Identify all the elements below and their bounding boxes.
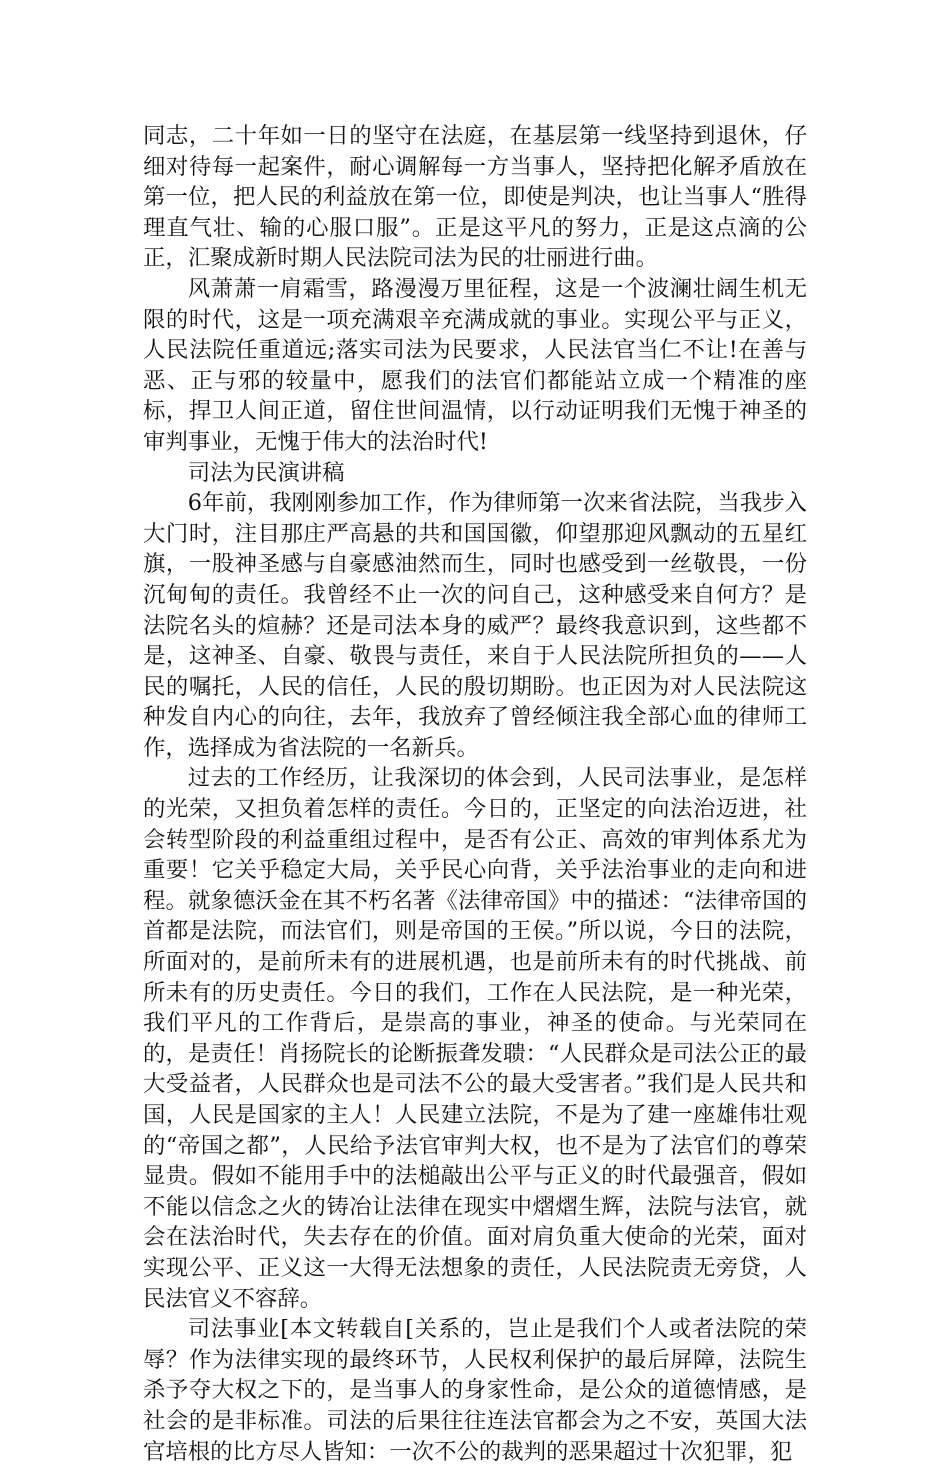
paragraph-continuation: 同志，二十年如一日的坚守在法庭，在基层第一线坚持到退休，仔细对待每一起案件，耐心调解每一方当事人，坚持把化解矛盾放在第一位，把人民的利益放在第一位，即使是判决，也让当事人“胜得理直气壮、输的心服口服”。正是这平凡的努力，正是这点滴的公正，汇聚成新时期人民法院司法为民的壮丽进行曲。 xyxy=(143,123,807,272)
document-body xyxy=(143,121,807,1467)
paragraph: 6年前，我刚刚参加工作，作为律师第一次来省法院，当我步入大门时，注目那庄严高悬的共和国国徽，仰望那迎风飘动的五星红旗，一股神圣感与自豪感油然而生，同时也感受到一丝敬畏，一份沉甸甸的责任。我曾经不止一次的问自己，这种感受来自何方？是法院名头的煊赫？还是司法本身的威严？最终我意识到，这些都不是，这神圣、自豪、敬畏与责任，来自于人民法院所担负的——人民的嘱托，人民的信任，人民的殷切期盼。也正因为对人民法院这种发自内心的向往，去年，我放弃了曾经倾注我全部心血的律师工作，选择成为省法院的一名新兵。 xyxy=(143,490,807,761)
paragraph: 司法事业[本文转载自[关系的，岂止是我们个人或者法院的荣辱？作为法律实现的最终环节，人民权利保护的最后屏障，法院生杀予夺大权之下的，是当事人的身家性命，是公众的道德情感，是社会的是非标准。司法的后果往往连法官都会为之不安，英国大法官培根的比方尽人皆知：一次不公的裁判的恶果超过十次犯罪，犯 xyxy=(143,1316,807,1465)
paragraph: 风萧萧一肩霜雪，路漫漫万里征程，这是一个波澜壮阔生机无限的时代，这是一项充满艰辛充满成就的事业。实现公平与正义，人民法院任重道远;落实司法为民要求，人民法官当仁不让!在善与恶、正与邪的较量中，愿我们的法官们都能站立成一个精准的座标，捍卫人间正道，留住世间温情，以行动证明我们无愧于神圣的审判事业，无愧于伟大的法治时代! xyxy=(143,275,807,455)
paragraph: 过去的工作经历，让我深切的体会到，人民司法事业，是怎样的光荣，又担负着怎样的责任。今日的，正坚定的向法治迈进，社会转型阶段的利益重组过程中，是否有公正、高效的审判体系尤为重要！它关乎稳定大局，关乎民心向背，关乎法治事业的走向和进程。就象德沃金在其不朽名著《法律帝国》中的描述：“法律帝国的首都是法院，而法官们，则是帝国的王侯。”所以说，今日的法院，所面对的，是前所未有的进展机遇，也是前所未有的时代挑战、前所未有的历史责任。今日的我们，工作在人民法院，是一种光荣，我们平凡的工作背后，是崇高的事业，神圣的使命。与光荣同在的，是责任！肖扬院长的论断振聋发聩：“人民群众是司法公正的最大受益者，人民群众也是司法不公的最大受害者。”我们是人民共和国，人民是国家的主人！人民建立法院，不是为了建一座雄伟壮观的“帝国之都”，人民给予法官审判大权，也不是为了法官们的尊荣显贵。假如不能用手中的法槌敲出公平与正义的时代最强音，假如不能以信念之火的铸冶让法律在现实中熠熠生辉，法院与法官，就会在法治时代，失去存在的价值。面对肩负重大使命的光荣，面对实现公平、正义这一大得无法想象的责任，人民法院责无旁贷，人民法官义不容辞。 xyxy=(143,765,807,1312)
section-title: 司法为民演讲稿 xyxy=(187,459,345,486)
